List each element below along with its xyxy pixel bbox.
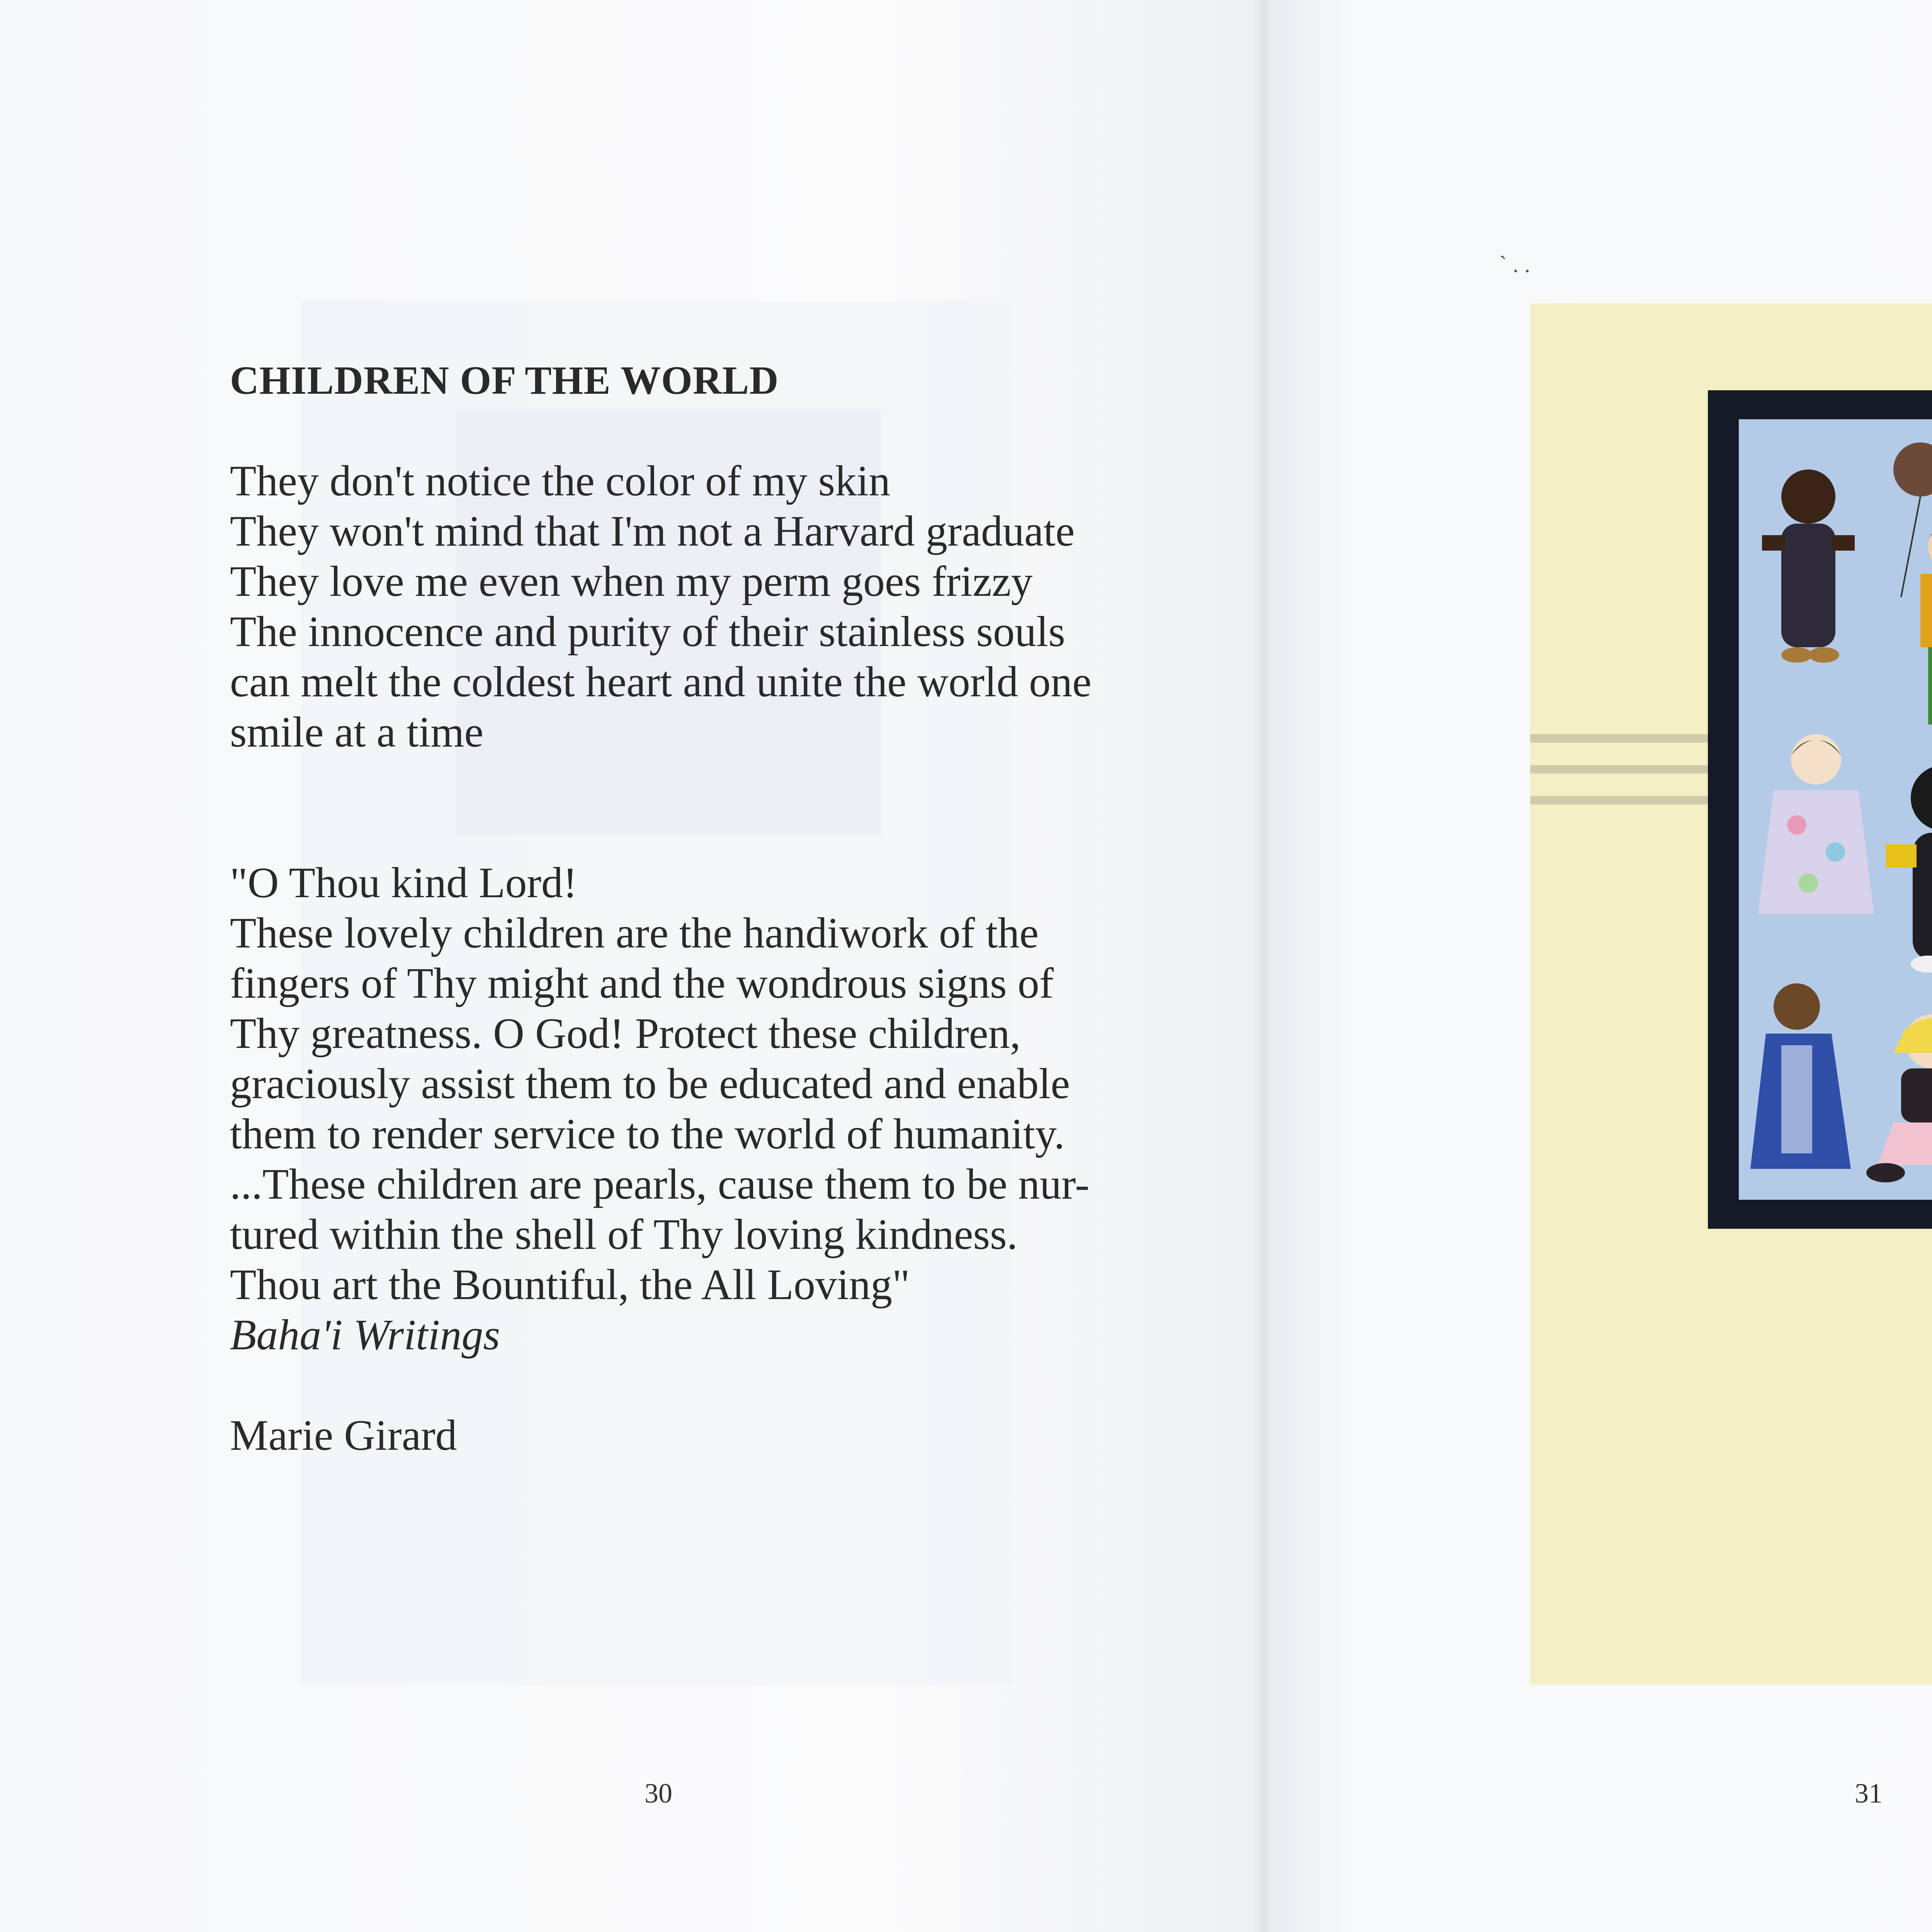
poem-line: They won't mind that I'm not a Harvard graduate xyxy=(230,507,1075,555)
prayer-quote xyxy=(230,858,1235,1360)
prayer-line: These lovely children are the handiwork of the xyxy=(230,909,1039,957)
poem-line: The innocence and purity of their stainless souls xyxy=(230,608,1065,656)
prayer-line: Thy greatness. O God! Protect these children, xyxy=(230,1010,1021,1058)
prayer-line: graciously assist them to be educated and enable xyxy=(230,1060,1070,1108)
poem xyxy=(230,456,1235,757)
quilt-children-illustration xyxy=(1739,419,1932,1200)
text-block xyxy=(230,355,1235,1461)
page-number-left: 30 xyxy=(645,1778,672,1809)
scan-specks: ` . . xyxy=(1499,252,1530,277)
poem-line: They love me even when my perm goes frizzy xyxy=(230,558,1033,605)
page-number-right: 31 xyxy=(1855,1778,1883,1809)
prayer-line: tured within the shell of Thy loving kindness. xyxy=(230,1211,1018,1259)
prayer-line: ...These children are pearls, cause them to be nur- xyxy=(230,1160,1090,1208)
prayer-line: fingers of Thy might and the wondrous signs of xyxy=(230,959,1054,1007)
author-name: Marie Girard xyxy=(230,1412,457,1459)
prayer-line: "O Thou kind Lord! xyxy=(230,859,578,907)
prayer-line: them to render service to the world of humanity. xyxy=(230,1110,1065,1158)
quote-source: Baha'i Writings xyxy=(230,1311,500,1359)
poem-line: can melt the coldest heart and unite the world one xyxy=(230,658,1092,706)
poem-line: They don't notice the color of my skin xyxy=(230,457,891,505)
poem-line: smile at a time xyxy=(230,708,484,756)
prayer-line: Thou art the Bountiful, the All Loving" xyxy=(230,1261,910,1309)
poem-title: CHILDREN OF THE WORLD xyxy=(230,358,779,403)
quilt-image xyxy=(1739,419,1932,1200)
